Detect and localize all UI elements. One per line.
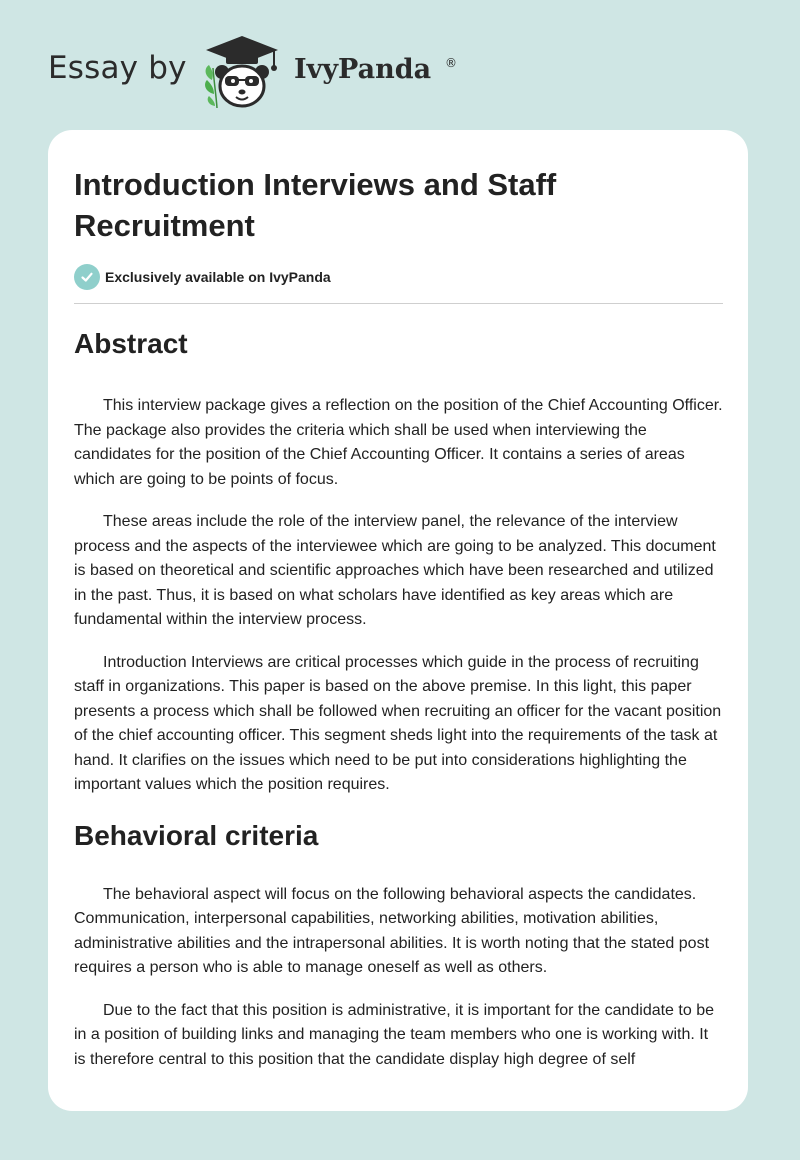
paragraph: Due to the fact that this position is administrative, it is important for the candidate to be in a position of building links and managing the team members who one is working with. It is therefore central to this position that the candidate display high degree of self xyxy=(74,1001,714,1068)
brand-name: IvyPanda xyxy=(294,54,432,85)
paragraph: These areas include the role of the interview panel, the relevance of the interview process and the aspects of the interviewee which are going to be analyzed. This document is based on theoretical and scientific approaches which have been researched and utilized in the past. Thus, it is based on what scholars have identified as key areas which are fundamental within the interview process. xyxy=(74,513,716,628)
exclusive-badge xyxy=(74,264,331,290)
essay-body xyxy=(74,322,724,1072)
exclusive-badge-label: Exclusively available on IvyPanda xyxy=(105,269,331,285)
paragraph: This interview package gives a reflection on the position of the Chief Accounting Officer. The package also provides the criteria which shall be used when interviewing the candidates for the position of the Chief Accounting Officer. It contains a series of areas which are going to be points of focus. xyxy=(74,397,723,488)
panda-graduate-logo-icon[interactable] xyxy=(200,34,284,110)
essay-card xyxy=(48,130,748,1111)
paragraph: Introduction Interviews are critical processes which guide in the process of recruiting staff in organizations. This paper is based on the above premise. In this light, this paper presents a process which shall be followed when recruiting an officer for the vacant position of the chief accounting officer. This segment sheds light into the requirements of the task at hand. It clarifies on the issues which need to be put into considerations highlighting the important values which the position requires. xyxy=(74,653,722,793)
paragraph: The behavioral aspect will focus on the following behavioral aspects the candidates. Communication, interpersonal capabilities, networking abilities, motivation abilities, administrative abilities and the intrapersonal abilities. It is worth noting that the stated post requires a person who is able to manage oneself as well as others. xyxy=(74,885,710,976)
section-heading-behavioral-criteria: Behavioral criteria xyxy=(74,819,319,851)
registered-mark: ® xyxy=(445,56,457,70)
brand-prefix: Essay by xyxy=(48,50,187,86)
check-icon xyxy=(74,264,100,290)
page-title: Introduction Interviews and Staff Recruitment xyxy=(74,167,557,243)
site-header xyxy=(0,0,800,130)
title-divider xyxy=(74,303,723,304)
section-heading-abstract: Abstract xyxy=(74,328,188,359)
